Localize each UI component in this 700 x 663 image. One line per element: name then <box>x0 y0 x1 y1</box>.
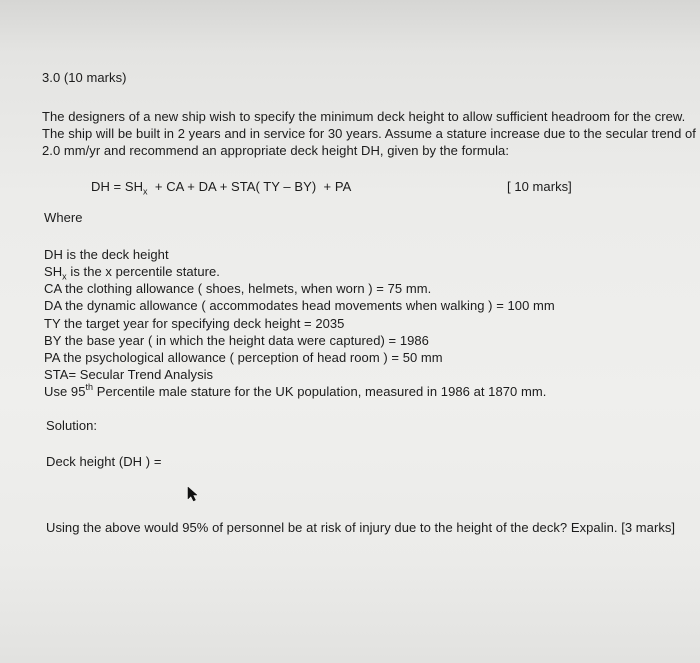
intro-line-2: The ship will be built in 2 years and in service for 30 years. Assume a stature increase due to the secular trend of <box>42 126 696 141</box>
intro-line-3: 2.0 mm/yr and recommend an appropriate deck height DH, given by the formula: <box>42 143 509 158</box>
definition-by: BY the base year ( in which the height data were captured) = 1986 <box>44 333 429 348</box>
question-heading: 3.0 (10 marks) <box>42 70 127 85</box>
use-statement: Use 95th Percentile male stature for the UK population, measured in 1986 at 1870 mm. <box>44 381 547 399</box>
definition-pa: PA the psychological allowance ( perception of head room ) = 50 mm <box>44 350 443 365</box>
solution-label: Solution: <box>46 418 98 433</box>
definition-da: DA the dynamic allowance ( accommodates head movements when walking ) = 100 mm <box>44 298 555 313</box>
definition-ty: TY the target year for specifying deck height = 2035 <box>44 316 345 331</box>
definition-shx: $SH_x$ is the x percentile stature. <box>44 264 220 282</box>
definition-sta: STA= Secular Trend Analysis <box>44 367 214 382</box>
where-label: Where <box>44 210 83 225</box>
definition-ca: CA the clothing allowance ( shoes, helmets, when worn ) = 75 mm. <box>44 281 432 296</box>
deck-height-formula: DH = $SH_x$ + CA + DA + STA( TY – BY) + PA <box>91 179 352 197</box>
followup-question: Using the above would 95% of personnel be at risk of injury due to the height of the deck? Expalin. [3 marks] <box>46 520 676 535</box>
formula-marks: [ 10 marks] <box>507 179 572 194</box>
mouse-pointer-icon <box>185 486 199 502</box>
deck-height-answer-label: Deck height (DH ) = <box>46 454 162 469</box>
definition-dh: DH is the deck height <box>44 247 169 262</box>
intro-line-1: The designers of a new ship wish to specify the minimum deck height to allow sufficient headroom for the crew. <box>42 109 686 124</box>
